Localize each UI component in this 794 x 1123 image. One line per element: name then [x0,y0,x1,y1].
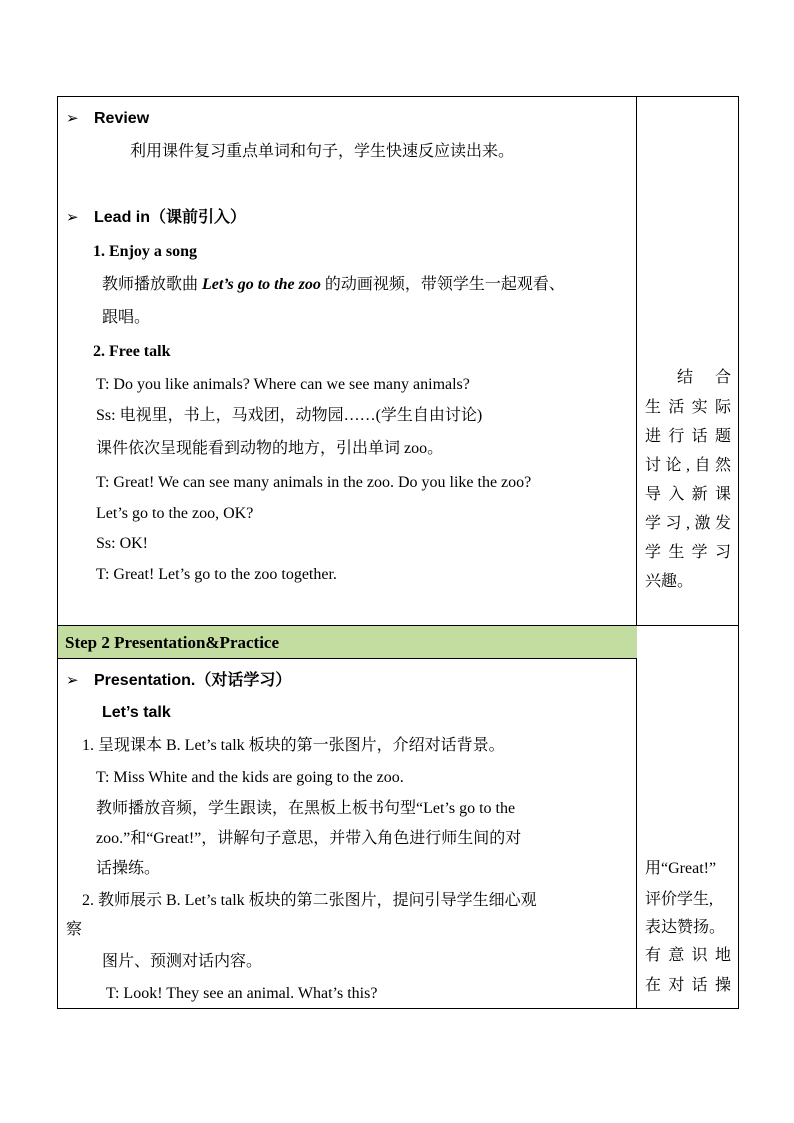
activity-line: T: Miss White and the kids are going to the zoo. [96,769,404,786]
dialogue-line: T: Great! We can see many animals in the zoo. Do you like the zoo? [96,474,532,491]
presentation-cell [58,626,637,1009]
lets-talk-heading: Let’s talk [102,704,171,721]
activity-line: 图片、预测对话内容。 [102,953,263,970]
activity-line: zoo.”和“Great!”，讲解句子意思，并带入角色进行师生间的对 [96,830,522,847]
dialogue-line: Ss: OK! [96,535,149,552]
lesson-plan-table [57,96,738,1008]
lesson-table [57,96,739,1009]
note-line: 结 合 [677,369,731,386]
note-line: 评价学生, [645,891,714,908]
activity-line: 1. 呈现课本 B. Let’s talk 板块的第一张图片，介绍对话背景。 [82,737,505,754]
note-line: 在对话操 [645,977,731,994]
review-heading: ➢ Review [66,109,150,127]
review-text: 利用课件复习重点单词和句子，学生快速反应读出来。 [130,143,515,160]
design-intent-cell [637,626,739,1009]
activity-line: 察 [66,921,83,938]
enjoy-song-heading: 1. Enjoy a song [93,243,198,260]
note-line: 表达赞扬。 [645,919,726,936]
arrow-bullet-icon: ➢ [66,109,79,127]
step-title: Step 2 Presentation&Practice [65,633,280,652]
dialogue-line: T: Great! Let’s go to the zoo together. [96,566,337,583]
design-intent-cell [637,97,739,626]
review-leadin-cell [58,97,637,626]
dialogue-line: Let’s go to the zoo, OK? [96,505,254,522]
note-line: 导入新课 [645,486,731,503]
dialogue-line: 课件依次呈现能看到动物的地方，引出单词 zoo。 [96,440,444,457]
activity-line: 教师播放音频，学生跟读，在黑板上板书句型“Let’s go to the [96,800,516,817]
activity-line: T: Look! They see an animal. What’s this? [106,985,378,1002]
song-description: 教师播放歌曲 Let’s go to the zoo 的动画视频，带领学生一起观看、 [102,276,565,293]
dialogue-line: T: Do you like animals? Where can we see many animals? [96,376,470,393]
arrow-bullet-icon: ➢ [66,671,79,689]
note-line: 学生学习 [645,544,731,561]
dialogue-line: Ss: 电视里，书上，马戏团，动物园……(学生自由讨论) [96,407,483,424]
note-line: 用“Great!” [645,860,717,877]
note-line: 生活实际 [645,399,731,416]
note-line: 进行话题 [645,428,731,445]
note-line: 兴趣。 [645,573,694,590]
note-line: 有意识地 [645,947,731,964]
activity-line: 话操练。 [96,860,161,877]
activity-line: 2. 教师展示 B. Let’s talk 板块的第二张图片，提问引导学生细心观 [82,892,537,909]
song-title: Let’s go to the zoo [202,276,321,293]
presentation-heading: ➢ Presentation.（对话学习） [66,671,292,689]
note-line: 讨论,自然 [645,457,731,474]
free-talk-heading: 2. Free talk [93,343,171,360]
arrow-bullet-icon: ➢ [66,208,79,226]
leadin-heading: ➢ Lead in（课前引入） [66,208,247,226]
note-line: 学习,激发 [645,515,731,532]
step-title-bar [58,626,637,659]
song-description-cont: 跟唱。 [102,309,151,326]
